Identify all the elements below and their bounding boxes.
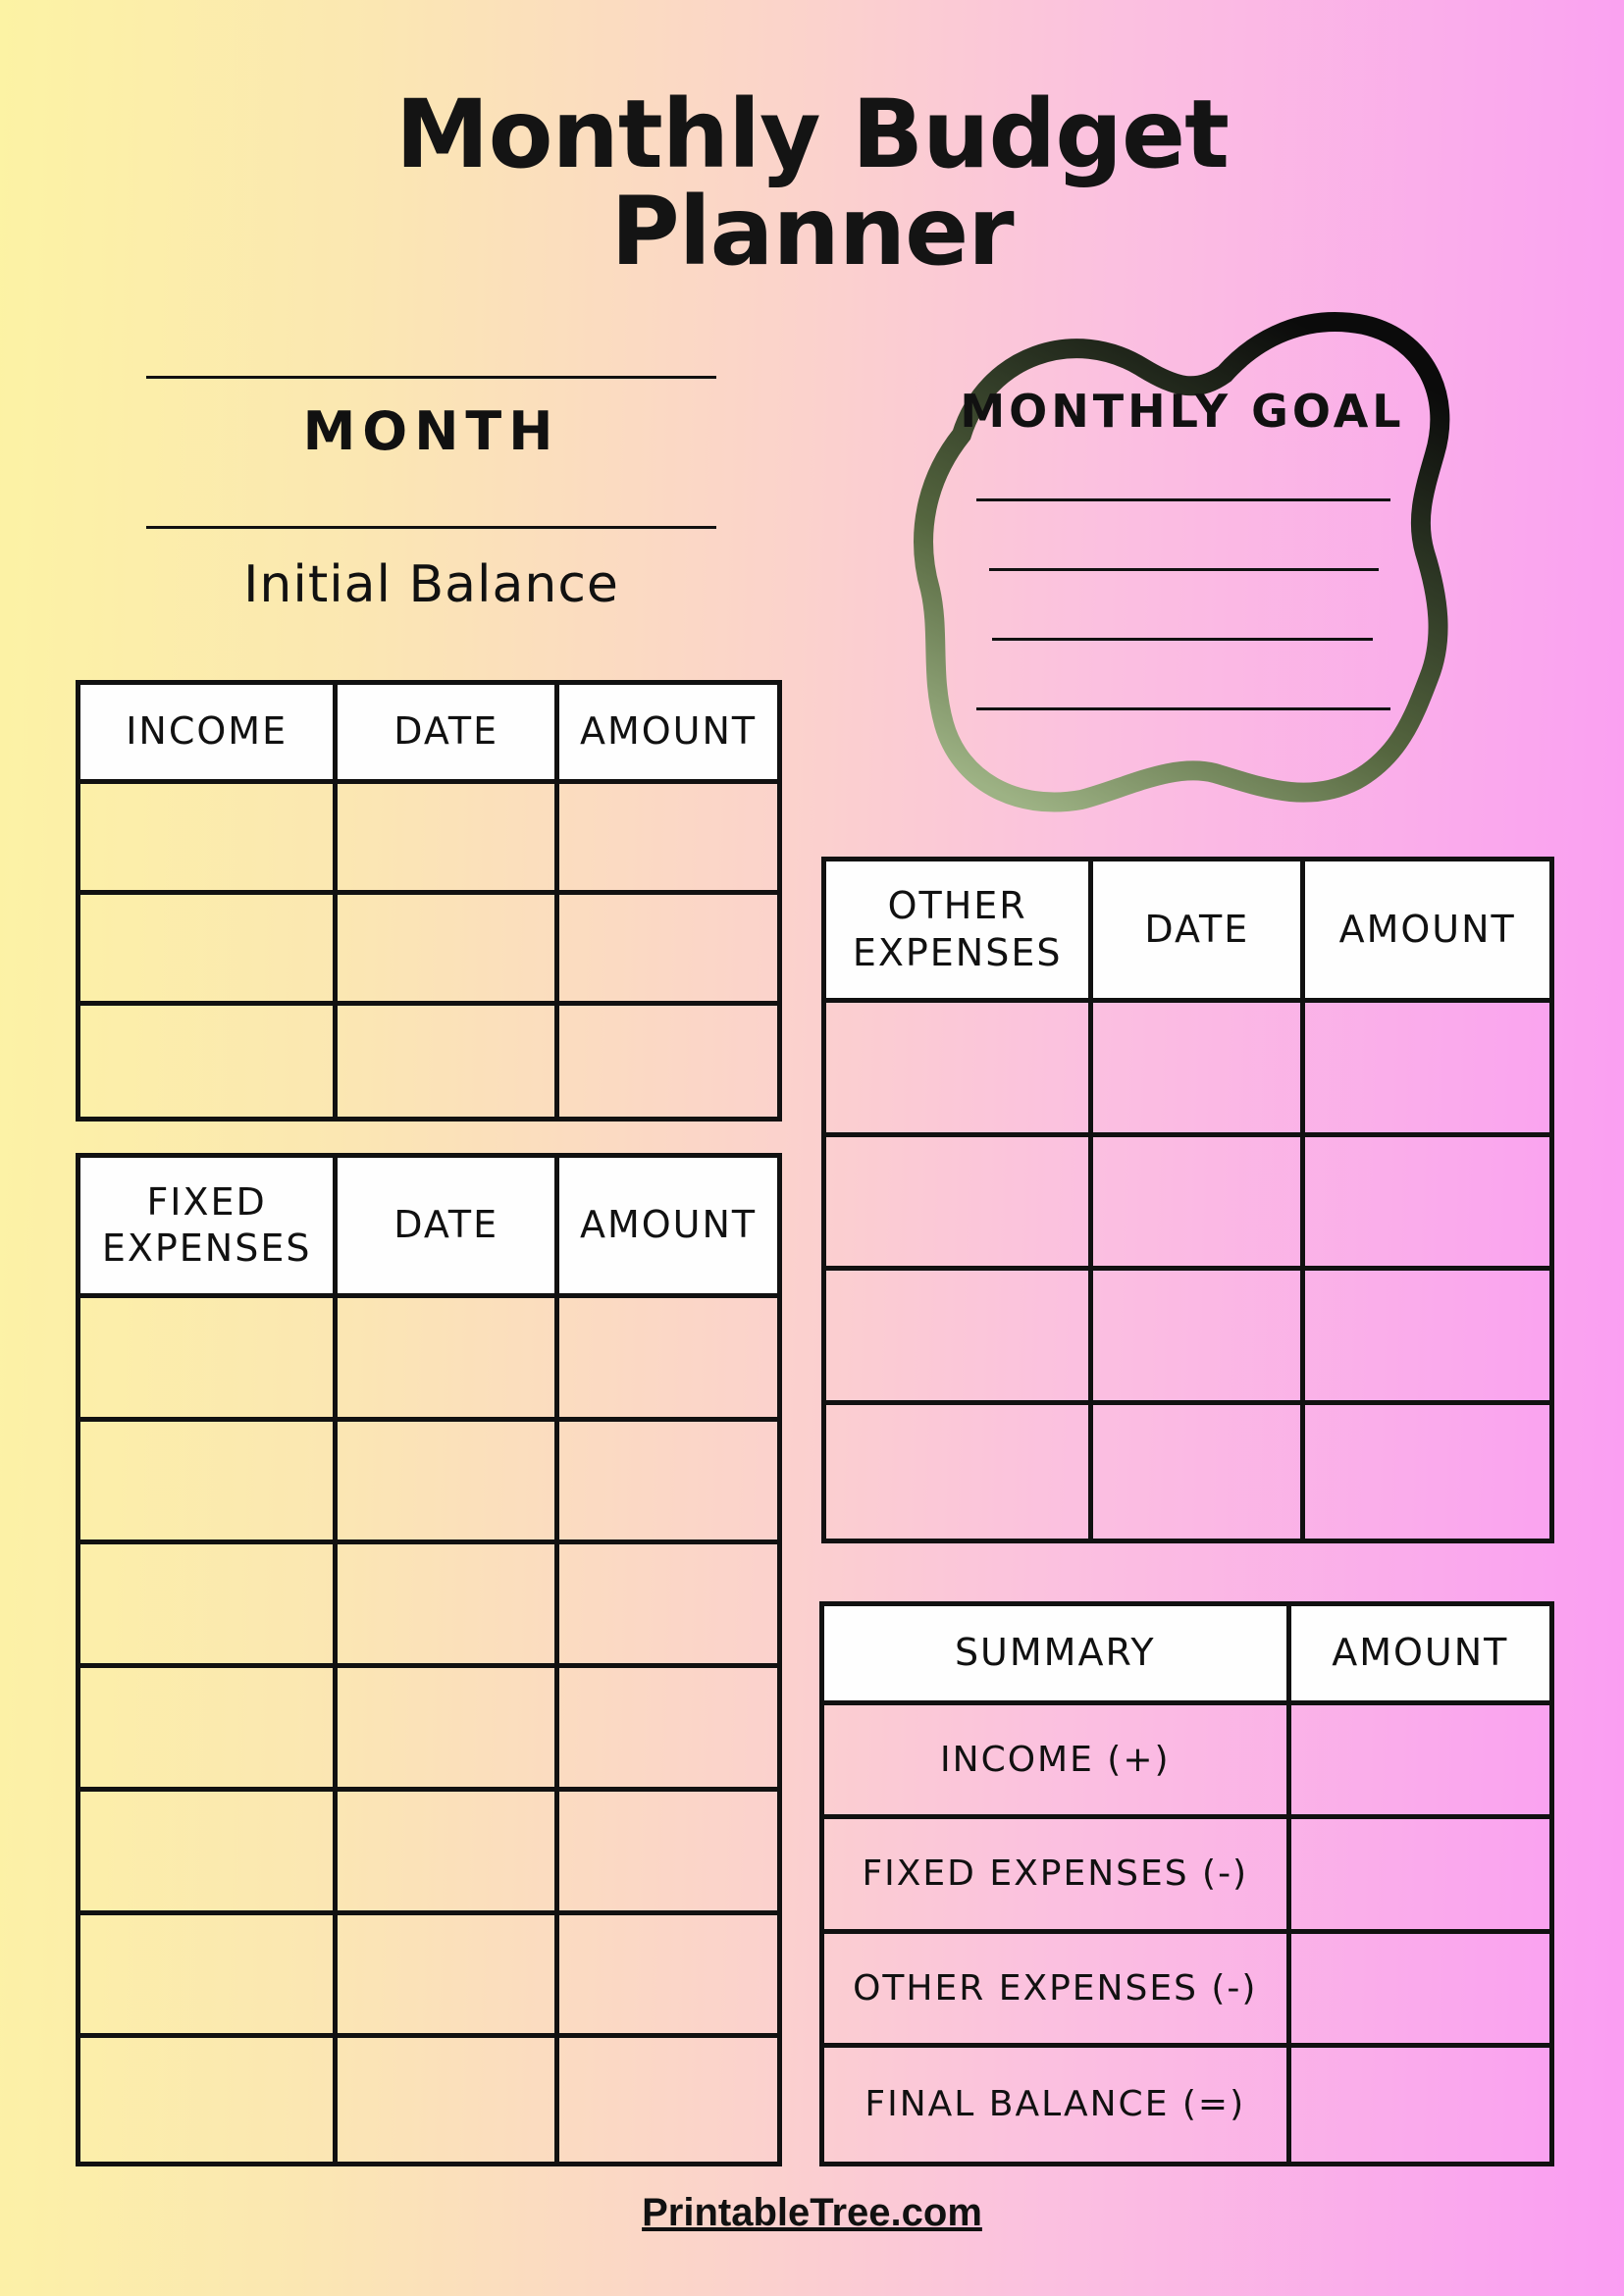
table-row bbox=[80, 1006, 777, 1117]
date-col-header: DATE bbox=[338, 685, 559, 784]
fixed-expenses-col-header: FIXED EXPENSES bbox=[80, 1158, 338, 1298]
table-row bbox=[80, 895, 777, 1006]
expense-cell[interactable] bbox=[826, 1003, 1093, 1137]
amount-cell[interactable] bbox=[559, 1792, 777, 1915]
date-cell[interactable] bbox=[1093, 1271, 1305, 1405]
table-row bbox=[824, 2048, 1549, 2162]
table-row bbox=[80, 1422, 777, 1545]
amount-col-header: AMOUNT bbox=[559, 1158, 777, 1298]
summary-table-header bbox=[824, 1606, 1549, 1705]
summary-row-label: INCOME (+) bbox=[824, 1705, 1291, 1819]
other-expenses-table bbox=[821, 857, 1554, 1543]
summary-row-label: FINAL BALANCE (=) bbox=[824, 2048, 1291, 2162]
table-row bbox=[80, 2038, 777, 2162]
amount-cell[interactable] bbox=[1305, 1003, 1549, 1137]
amount-cell[interactable] bbox=[1291, 1819, 1549, 1933]
income-cell[interactable] bbox=[80, 784, 338, 895]
date-cell[interactable] bbox=[338, 1915, 559, 2039]
amount-cell[interactable] bbox=[559, 1915, 777, 2039]
goal-write-line[interactable] bbox=[976, 498, 1390, 501]
amount-cell[interactable] bbox=[559, 784, 777, 895]
table-row bbox=[826, 1137, 1549, 1272]
amount-cell[interactable] bbox=[1305, 1271, 1549, 1405]
income-table-body bbox=[80, 784, 777, 1117]
table-row bbox=[80, 1544, 777, 1668]
goal-write-line[interactable] bbox=[989, 568, 1379, 571]
fixed-expenses-table-body bbox=[80, 1298, 777, 2162]
amount-cell[interactable] bbox=[559, 1422, 777, 1545]
footer bbox=[0, 2191, 1624, 2235]
date-cell[interactable] bbox=[338, 895, 559, 1006]
amount-cell[interactable] bbox=[1291, 1705, 1549, 1819]
income-table bbox=[76, 680, 782, 1122]
amount-cell[interactable] bbox=[1305, 1405, 1549, 1539]
summary-col-header: SUMMARY bbox=[824, 1606, 1291, 1705]
amount-col-header: AMOUNT bbox=[1305, 861, 1549, 1003]
expense-cell[interactable] bbox=[80, 2038, 338, 2162]
summary-table bbox=[819, 1601, 1554, 2166]
expense-cell[interactable] bbox=[826, 1405, 1093, 1539]
fixed-expenses-table bbox=[76, 1153, 782, 2166]
other-expenses-table-body bbox=[826, 1003, 1549, 1539]
date-cell[interactable] bbox=[338, 1006, 559, 1117]
initial-balance-label: Initial Balance bbox=[243, 555, 619, 614]
income-table-header bbox=[80, 685, 777, 784]
amount-cell[interactable] bbox=[1305, 1137, 1549, 1272]
table-row bbox=[824, 1819, 1549, 1933]
table-row bbox=[80, 1668, 777, 1792]
summary-table-body bbox=[824, 1705, 1549, 2162]
monthly-goal-title: MONTHLY GOAL bbox=[960, 385, 1405, 438]
month-label: MONTH bbox=[302, 400, 560, 462]
other-expenses-table-header bbox=[826, 861, 1549, 1003]
date-cell[interactable] bbox=[338, 1668, 559, 1792]
amount-cell[interactable] bbox=[559, 1544, 777, 1668]
goal-write-line[interactable] bbox=[992, 638, 1373, 641]
date-cell[interactable] bbox=[338, 1422, 559, 1545]
page-title-line2: Planner bbox=[610, 177, 1014, 287]
amount-cell[interactable] bbox=[1291, 1934, 1549, 2048]
income-cell[interactable] bbox=[80, 895, 338, 1006]
amount-col-header: AMOUNT bbox=[1291, 1606, 1549, 1705]
date-cell[interactable] bbox=[338, 1792, 559, 1915]
table-row bbox=[824, 1934, 1549, 2048]
table-row bbox=[80, 1298, 777, 1422]
fixed-expenses-table-header bbox=[80, 1158, 777, 1298]
goal-write-line[interactable] bbox=[976, 707, 1390, 710]
date-col-header: DATE bbox=[1093, 861, 1305, 1003]
table-row bbox=[80, 1915, 777, 2039]
table-row bbox=[80, 784, 777, 895]
expense-cell[interactable] bbox=[80, 1668, 338, 1792]
table-row bbox=[826, 1271, 1549, 1405]
page-title-line1: Monthly Budget bbox=[395, 79, 1229, 189]
income-col-header: INCOME bbox=[80, 685, 338, 784]
date-cell[interactable] bbox=[338, 2038, 559, 2162]
page-title bbox=[0, 79, 1624, 287]
expense-cell[interactable] bbox=[80, 1544, 338, 1668]
amount-cell[interactable] bbox=[559, 1006, 777, 1117]
amount-cell[interactable] bbox=[559, 1668, 777, 1792]
table-row bbox=[826, 1003, 1549, 1137]
income-cell[interactable] bbox=[80, 1006, 338, 1117]
date-cell[interactable] bbox=[1093, 1137, 1305, 1272]
summary-row-label: OTHER EXPENSES (-) bbox=[824, 1934, 1291, 2048]
expense-cell[interactable] bbox=[80, 1422, 338, 1545]
other-expenses-col-header: OTHER EXPENSES bbox=[826, 861, 1093, 1003]
amount-cell[interactable] bbox=[559, 895, 777, 1006]
month-write-line-bottom[interactable] bbox=[146, 526, 716, 529]
expense-cell[interactable] bbox=[826, 1271, 1093, 1405]
expense-cell[interactable] bbox=[826, 1137, 1093, 1272]
amount-cell[interactable] bbox=[559, 1298, 777, 1422]
date-cell[interactable] bbox=[1093, 1405, 1305, 1539]
summary-row-label: FIXED EXPENSES (-) bbox=[824, 1819, 1291, 1933]
table-row bbox=[80, 1792, 777, 1915]
amount-cell[interactable] bbox=[1291, 2048, 1549, 2162]
amount-cell[interactable] bbox=[559, 2038, 777, 2162]
table-row bbox=[824, 1705, 1549, 1819]
date-cell[interactable] bbox=[338, 784, 559, 895]
expense-cell[interactable] bbox=[80, 1792, 338, 1915]
goal-write-lines bbox=[976, 498, 1390, 777]
date-cell[interactable] bbox=[338, 1298, 559, 1422]
footer-link[interactable]: PrintableTree.com bbox=[642, 2191, 982, 2234]
amount-col-header: AMOUNT bbox=[559, 685, 777, 784]
table-row bbox=[826, 1405, 1549, 1539]
month-write-line-top[interactable] bbox=[146, 376, 716, 379]
expense-cell[interactable] bbox=[80, 1915, 338, 2039]
date-cell[interactable] bbox=[338, 1544, 559, 1668]
date-cell[interactable] bbox=[1093, 1003, 1305, 1137]
expense-cell[interactable] bbox=[80, 1298, 338, 1422]
date-col-header: DATE bbox=[338, 1158, 559, 1298]
